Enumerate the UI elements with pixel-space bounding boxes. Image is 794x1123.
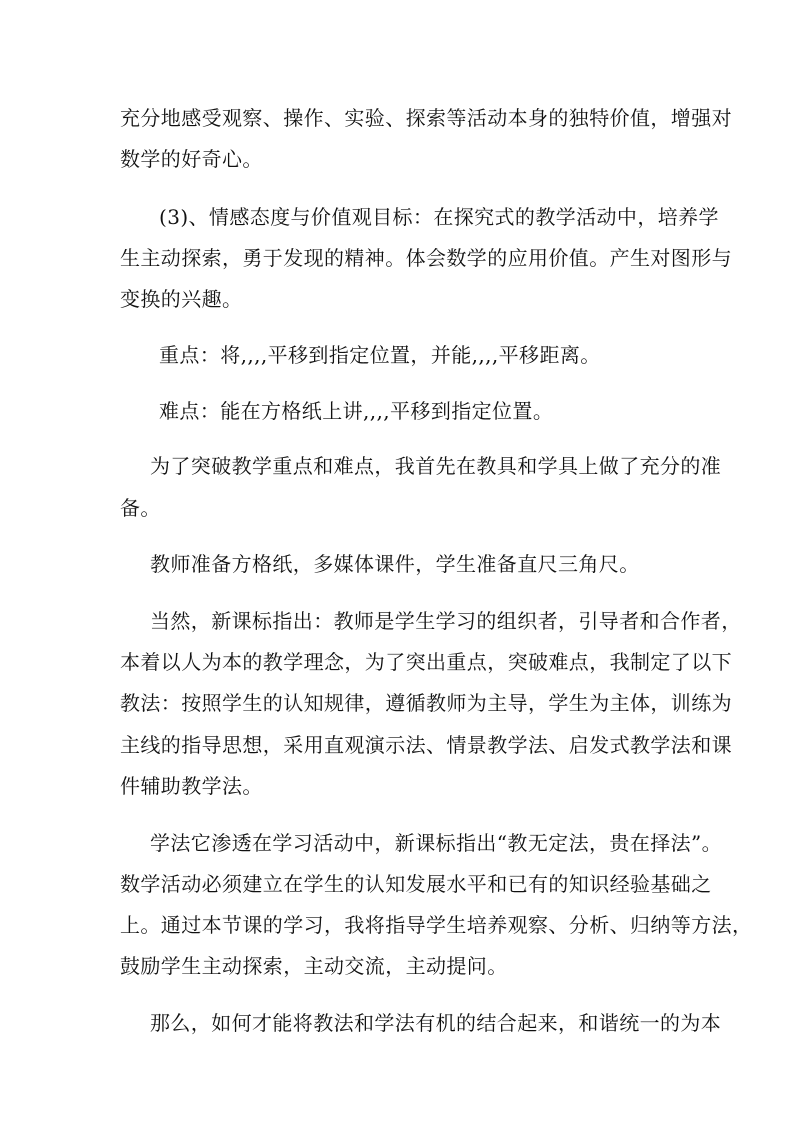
text-line: 当然，新课标指出：教师是学生学习的组织者，引导者和合作者， <box>150 609 742 633</box>
text-line: 生主动探索，勇于发现的精神。体会数学的应用价值。产生对图形与 <box>120 246 732 270</box>
text-line: 本着以人为本的教学理念，为了突出重点，突破难点，我制定了以下 <box>120 650 732 674</box>
text-line: 学法它渗透在学习活动中，新课标指出“教无定法，贵在择法”。 <box>150 831 723 855</box>
text-line: 鼓励学生主动探索，主动交流，主动提问。 <box>120 954 508 978</box>
text-line: 那么，如何才能将教法和学法有机的结合起来，和谐统一的为本 <box>150 1011 722 1035</box>
text-line: 难点：能在方格纸上讲,,,,平移到指定位置。 <box>159 399 554 423</box>
text-line: 备。 <box>120 496 161 520</box>
text-line: 变换的兴趣。 <box>120 287 243 311</box>
text-line: 为了突破教学重点和难点，我首先在教具和学具上做了充分的准 <box>150 454 722 478</box>
text-line: 教法：按照学生的认知规律，遵循教师为主导，学生为主体，训练为 <box>120 691 732 715</box>
text-line: 重点：将,,,,平移到指定位置，并能,,,,平移距离。 <box>159 343 601 367</box>
text-line: 充分地感受观察、操作、实验、探索等活动本身的独特价值，增强对 <box>120 106 732 130</box>
text-line: (3)、情感态度与价值观目标：在探究式的教学活动中，培养学 <box>159 205 719 229</box>
text-line: 上。通过本节课的学习，我将指导学生培养观察、分析、归纳等方法， <box>120 913 753 937</box>
text-line: 件辅助教学法。 <box>120 774 263 798</box>
text-line: 主线的指导思想，采用直观演示法、情景教学法、启发式教学法和课 <box>120 733 732 757</box>
text-line: 教师准备方格纸，多媒体课件，学生准备直尺三角尺。 <box>150 552 640 576</box>
text-line: 数学活动必须建立在学生的认知发展水平和已有的知识经验基础之 <box>120 872 712 896</box>
text-line: 数学的好奇心。 <box>120 147 263 171</box>
